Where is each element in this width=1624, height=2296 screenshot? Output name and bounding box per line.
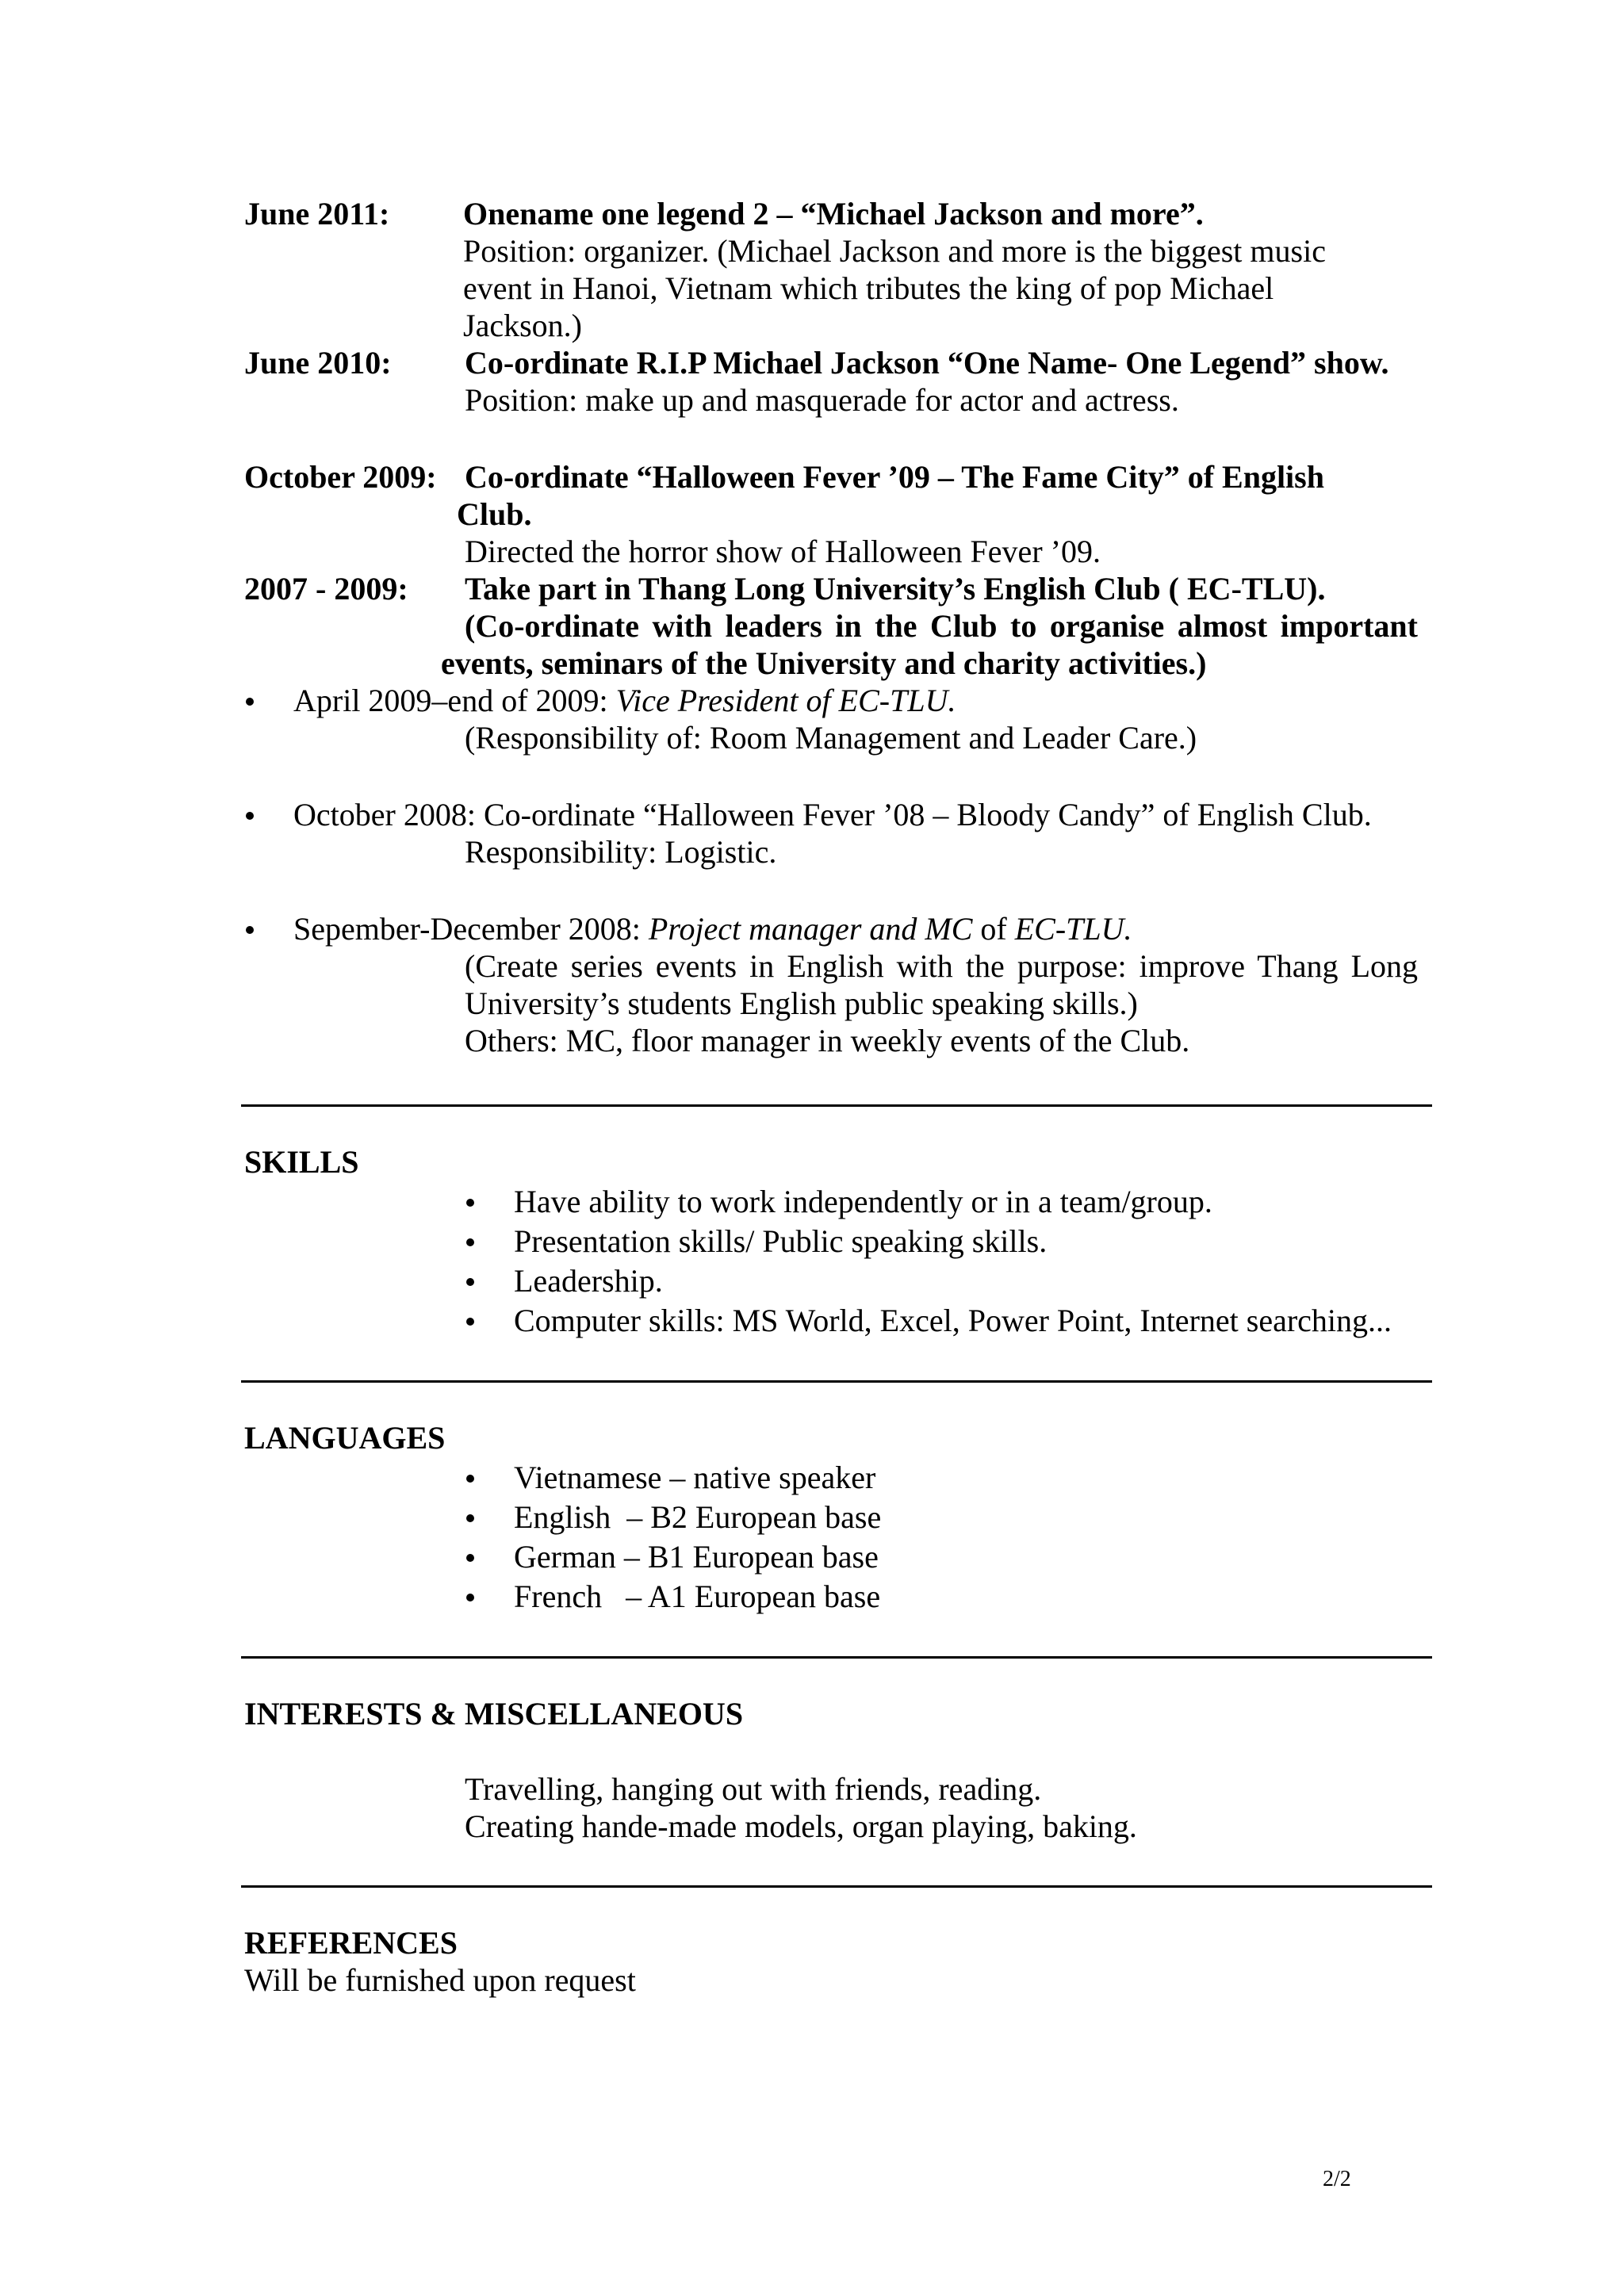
list-item: German – B1 European base <box>466 1538 474 1575</box>
bullet-dot-icon <box>466 1594 474 1601</box>
bullet-text: Sepember-December 2008: Project manager and MC of EC-TLU. <box>293 911 1132 947</box>
section-divider <box>241 1885 1432 1888</box>
section-divider <box>241 1656 1432 1659</box>
section-heading-languages: LANGUAGES <box>244 1420 446 1456</box>
interests-line: Travelling, hanging out with friends, reading. <box>465 1771 1042 1807</box>
bullet-line: (Create series events in English with the purpose: improve Thang Long <box>465 948 1418 984</box>
entry-date: June 2011: <box>244 196 390 232</box>
entry-title: Take part in Thang Long University’s English Club ( EC-TLU). <box>465 571 1326 607</box>
bullet-line: Others: MC, floor manager in weekly events of the Club. <box>465 1023 1190 1058</box>
entry-subline: (Co-ordinate with leaders in the Club to organise almost important <box>465 608 1418 644</box>
bullet-dot-icon <box>466 1278 474 1286</box>
section-heading-skills: SKILLS <box>244 1144 359 1180</box>
bullet-item <box>246 910 1132 947</box>
entry-line: event in Hanoi, Vietnam which tributes the king of pop Michael <box>463 270 1274 306</box>
bullet-line: (Responsibility of: Room Management and Leader Care.) <box>465 720 1197 756</box>
entry-line: Position: make up and masquerade for actor and actress. <box>465 382 1179 418</box>
bullet-item <box>246 796 1372 833</box>
list-item: Presentation skills/ Public speaking skills. <box>466 1223 474 1260</box>
list-item: Computer skills: MS World, Excel, Power Point, Internet searching... <box>466 1302 474 1339</box>
bullet-dot-icon <box>246 812 254 820</box>
entry-date: 2007 - 2009: <box>244 571 408 607</box>
bullet-dot-icon <box>246 926 254 934</box>
list-item: Have ability to work independently or in a team/group. <box>466 1183 474 1220</box>
references-text: Will be furnished upon request <box>244 1962 636 1998</box>
bullet-item <box>246 682 956 719</box>
bullet-text: April 2009–end of 2009: Vice President of EC-TLU. <box>293 683 956 718</box>
section-heading-references: REFERENCES <box>244 1925 458 1961</box>
entry-subline: events, seminars of the University and charity activities.) <box>441 645 1207 681</box>
entry-title: Co-ordinate “Halloween Fever ’09 – The Fame City” of English <box>465 459 1324 495</box>
bullet-line: Responsibility: Logistic. <box>465 834 777 870</box>
entry-title: Co-ordinate R.I.P Michael Jackson “One Name- One Legend” show. <box>465 345 1389 381</box>
entry-title-cont: Club. <box>457 496 532 532</box>
entry-line: Directed the horror show of Halloween Fever ’09. <box>465 534 1101 569</box>
bullet-dot-icon <box>466 1554 474 1562</box>
section-divider <box>241 1380 1432 1383</box>
interests-line: Creating hande-made models, organ playing, baking. <box>465 1808 1137 1844</box>
bullet-line: University’s students English public speaking skills.) <box>465 985 1138 1021</box>
bullet-dot-icon <box>466 1318 474 1326</box>
entry-date: October 2009: <box>244 459 437 495</box>
entry-title: Onename one legend 2 – “Michael Jackson and more”. <box>463 196 1204 232</box>
bullet-dot-icon <box>466 1514 474 1522</box>
section-divider <box>241 1104 1432 1107</box>
bullet-text: October 2008: Co-ordinate “Halloween Fever ’08 – Bloody Candy” of English Club. <box>293 797 1372 832</box>
page-number: 2/2 <box>1323 2167 1351 2191</box>
list-item: English – B2 European base <box>466 1498 474 1536</box>
list-item: Vietnamese – native speaker <box>466 1459 474 1496</box>
bullet-dot-icon <box>246 698 254 706</box>
bullet-dot-icon <box>466 1238 474 1246</box>
entry-line: Jackson.) <box>463 308 582 343</box>
list-item: French – A1 European base <box>466 1578 474 1615</box>
section-heading-interests: INTERESTS & MISCELLANEOUS <box>244 1696 744 1732</box>
list-item: Leadership. <box>466 1262 474 1299</box>
entry-date: June 2010: <box>244 345 392 381</box>
bullet-dot-icon <box>466 1475 474 1483</box>
bullet-dot-icon <box>466 1199 474 1207</box>
entry-line: Position: organizer. (Michael Jackson and more is the biggest music <box>463 233 1326 269</box>
